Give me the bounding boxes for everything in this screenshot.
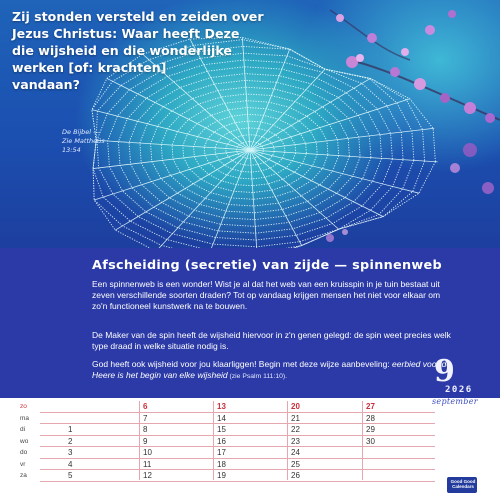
date-cell: 30 — [366, 436, 375, 446]
article-paragraph-3 — [92, 359, 452, 382]
date-cell: 24 — [291, 448, 300, 457]
web-thread — [250, 128, 434, 150]
date-cell: 14 — [217, 413, 226, 423]
date-cell: 18 — [217, 459, 226, 469]
date-cell: 1 — [68, 425, 73, 434]
date-cell: 8 — [143, 425, 148, 434]
quote-source — [62, 128, 118, 155]
date-cell: 15 — [217, 425, 226, 434]
calendar-row-za — [20, 470, 435, 482]
article-paragraph-1: Een spinnenweb is een wonder! Wist je al dat het web van een kruisspin in je tuin bestaat uit zeven verschillende soorten draden? Tot op vandaag krijgen mensen het niet voor elkaar om zo'n functioneel kunstwerk na te bouwen. — [92, 279, 441, 312]
web-thread — [250, 150, 339, 229]
article-paragraph-2: De Maker van de spin heeft de wijsheid hiervoor in z'n genen gelegd: de spin weet precies welk type draad in welke situatie nodig is. — [92, 330, 451, 352]
date-cell: 23 — [291, 436, 300, 446]
article-heading: Afscheiding (secretie) van zijde — spinnenweb — [92, 258, 442, 273]
date-cell: 6 — [143, 402, 148, 411]
date-cell: 4 — [68, 459, 73, 469]
date-cell: 12 — [143, 471, 152, 480]
date-cell: 20 — [291, 402, 300, 411]
bible-quote — [12, 8, 342, 93]
quote-source-line: Zie Mattheüs — [62, 137, 105, 145]
calendar-row-ma — [20, 413, 435, 425]
publisher-logo-text: Good Good Calendars — [450, 479, 476, 489]
quote-line: vandaan? — [12, 77, 80, 92]
date-cell: 3 — [68, 448, 73, 457]
date-cell: 19 — [217, 471, 226, 480]
web-thread — [250, 150, 438, 162]
quote-line: Zij stonden versteld en zeiden over — [12, 9, 264, 24]
weekday-label: do — [20, 449, 28, 456]
date-cell: 13 — [217, 402, 226, 411]
quote-line: die wijsheid en die wonderlijke — [12, 43, 232, 58]
flower-decoration — [326, 10, 500, 242]
month-calendar-grid — [20, 401, 435, 482]
quote-line: Jezus Christus: Waar heeft Deze — [12, 26, 240, 41]
date-cell: 21 — [291, 413, 300, 423]
date-cell: 7 — [143, 413, 148, 423]
date-cell: 5 — [68, 471, 73, 480]
photo-spiderweb — [0, 0, 500, 248]
weekday-label: vr — [20, 460, 26, 468]
date-cell: 10 — [143, 448, 152, 457]
web-thread — [250, 150, 419, 193]
paragraph-emphasis: eerbied voor de Heere is het begin van elke wijsheid — [92, 359, 452, 381]
scripture-reference: (zie Psalm 111:10). — [227, 373, 288, 381]
date-cell: 22 — [291, 425, 300, 434]
day-number: 9 — [434, 354, 455, 389]
date-cell: 25 — [291, 459, 300, 469]
date-cell: 29 — [366, 425, 375, 434]
date-cell: 27 — [366, 402, 375, 411]
date-cell: 16 — [217, 436, 226, 446]
calendar-row-do — [20, 447, 435, 459]
date-cell: 11 — [143, 459, 152, 469]
date-cell: 2 — [68, 436, 73, 446]
quote-source-line: 13:54 — [62, 146, 81, 154]
year: 2026 — [445, 385, 473, 395]
weekday-label: zo — [20, 403, 27, 410]
calendar-row-zo — [20, 401, 435, 413]
calendar-row-wo — [20, 436, 435, 448]
quote-line: werken [of: krachten] — [12, 60, 167, 75]
month-name: september — [432, 397, 478, 406]
weekday-label: za — [20, 472, 27, 479]
date-cell: 17 — [217, 448, 226, 457]
date-cell: 9 — [143, 436, 148, 446]
calendar-row-vr — [20, 459, 435, 471]
paragraph-text: God heeft ook wijsheid voor jou klaarliggen! Begin met deze wijze aanbeveling: — [92, 359, 393, 369]
date-cell: 26 — [291, 471, 300, 480]
web-thread — [155, 150, 250, 248]
weekday-label: ma — [20, 414, 30, 422]
quote-source-line: De Bijbel — — [62, 128, 100, 136]
date-cell: 28 — [366, 413, 375, 423]
weekday-label: di — [20, 426, 26, 433]
weekday-label: wo — [20, 437, 29, 445]
calendar-row-di — [20, 424, 435, 436]
